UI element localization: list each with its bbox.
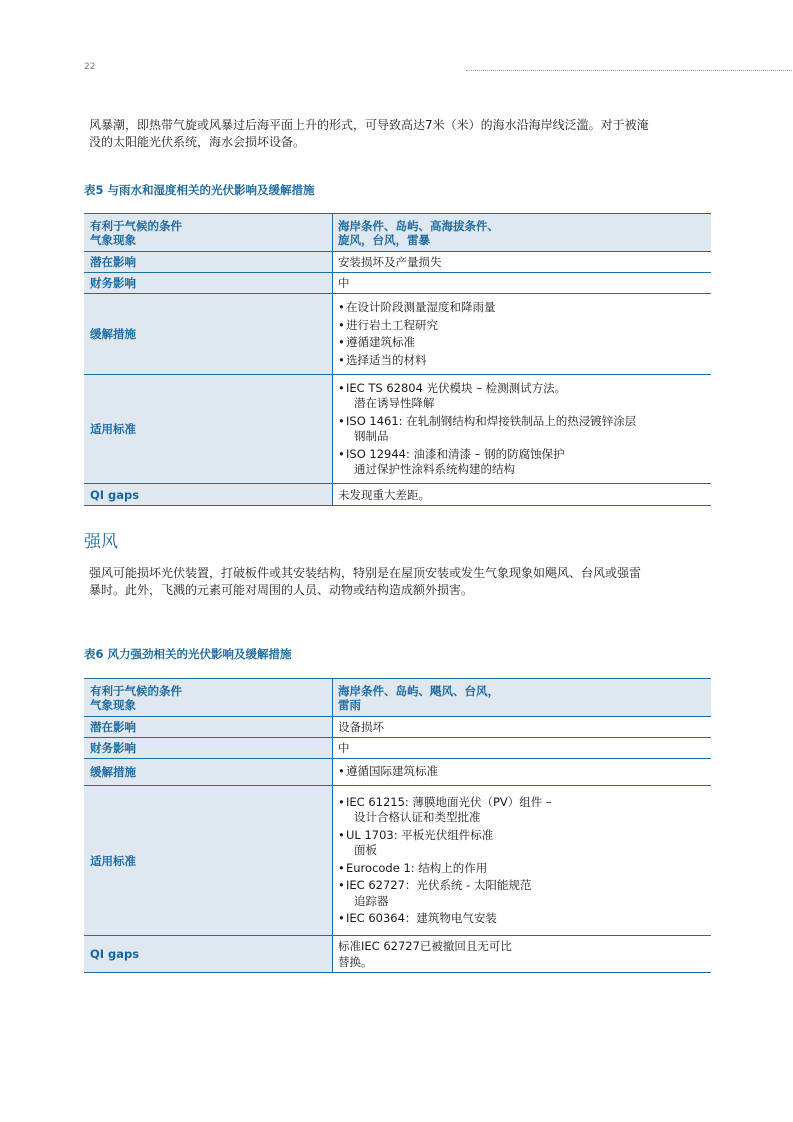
wind-line-2: 暴时。此外，飞溅的元素可能对周围的人员、动物或结构造成额外损害。 <box>89 583 474 597</box>
table6-caption: 表6 风力强劲相关的光伏影响及缓解措施 <box>84 647 292 661</box>
table6-mitigation-row <box>84 759 711 786</box>
wind-paragraph <box>89 565 714 599</box>
list-item <box>338 414 706 445</box>
item-line: 追踪器 <box>354 893 389 908</box>
table6 <box>84 678 711 973</box>
item-line: • ISO 12944: 油漆和清漆 – 钢的防腐蚀保护 <box>346 446 565 461</box>
item-line: • IEC 60364：建筑物电气安装 <box>346 911 497 925</box>
section-heading-wind: 强风 <box>84 532 118 552</box>
gaps-line-1: 标准IEC 62727已被撤回且无可比 <box>338 939 512 953</box>
row-value <box>333 759 712 786</box>
header-value-line-2: 雷雨 <box>338 697 361 712</box>
table5-standards-row <box>84 375 711 484</box>
row-value <box>333 375 712 484</box>
row-value: 中 <box>333 738 712 759</box>
row-value <box>333 294 712 375</box>
table6-header-value <box>333 679 712 717</box>
list-item <box>338 795 706 826</box>
row-value: 设备损坏 <box>333 717 712 738</box>
list-item: • 遵循建筑标准 <box>338 335 706 351</box>
list-item <box>338 911 706 927</box>
intro-paragraph <box>89 117 714 151</box>
table5-header-label <box>84 214 333 252</box>
row-label: 潜在影响 <box>84 717 333 738</box>
item-line: • IEC 61215: 薄膜地面光伏（PV）组件 – <box>346 794 552 809</box>
list-item: • 选择适当的材料 <box>338 353 706 369</box>
intro-line-2: 没的太阳能光伏系统，海水会损坏设备。 <box>89 135 306 149</box>
table6-standards-row <box>84 786 711 936</box>
item-line: • IEC TS 62804 光伏模块 – 检测测试方法。 <box>346 380 567 395</box>
item-line: 设计合格认证和类型批准 <box>354 810 481 824</box>
header-rule <box>466 70 792 71</box>
table5-mitigation-row <box>84 294 711 375</box>
wind-line-1: 强风可能损坏光伏装置，打破板件或其安装结构，特别是在屋顶安装或发生气象现象如飓风、台风或强雷 <box>89 566 642 580</box>
intro-line-1: 风暴潮，即热带气旋或风暴过后海平面上升的形式，可导致高达7米（米）的海水沿海岸线泛滥。对于被淹 <box>89 118 649 132</box>
row-label: QI gaps <box>84 484 333 506</box>
table5-impact-row <box>84 252 711 273</box>
table6-gaps-row <box>84 936 711 973</box>
row-label: 缓解措施 <box>84 294 333 375</box>
row-label: 缓解措施 <box>84 759 333 786</box>
row-label: 财务影响 <box>84 273 333 294</box>
row-value: 中 <box>333 273 712 294</box>
row-value <box>333 936 712 973</box>
list-item <box>338 861 706 877</box>
table5-header-row <box>84 214 711 252</box>
gaps-line-2: 替换。 <box>338 955 373 969</box>
item-line: • Eurocode 1: 结构上的作用 <box>346 860 488 875</box>
header-label-line-1: 有利于气候的条件 <box>90 683 182 698</box>
table5-header-value <box>333 214 712 252</box>
item-line: • UL 1703: 平板光伏组件标准 <box>346 827 494 842</box>
table6-header-row <box>84 679 711 717</box>
list-item <box>338 381 706 412</box>
list-item <box>338 828 706 859</box>
item-line: 潜在诱导性降解 <box>354 396 435 410</box>
row-label: QI gaps <box>84 936 333 973</box>
row-label: 适用标准 <box>84 786 333 936</box>
header-value-line-1: 海岸条件、岛屿、飓风、台风， <box>338 683 499 698</box>
table5-gaps-row <box>84 484 711 506</box>
row-label: 适用标准 <box>84 375 333 484</box>
table5-caption: 表5 与雨水和湿度相关的光伏影响及缓解措施 <box>84 183 315 197</box>
list-item: • 进行岩土工程研究 <box>338 318 706 334</box>
table6-finance-row <box>84 738 711 759</box>
item-line: • IEC 62727：光伏系统 - 太阳能规范 <box>346 878 532 892</box>
table6-header-label <box>84 679 333 717</box>
list-item <box>338 447 706 478</box>
item-line: 通过保护性涂料系统构建的结构 <box>354 462 515 476</box>
list-item: • 遵循国际建筑标准 <box>338 764 706 780</box>
header-label-line-2: 气象现象 <box>90 232 136 247</box>
row-value <box>333 786 712 936</box>
list-item <box>338 878 706 909</box>
header-value-line-1: 海岸条件、岛屿、高海拔条件、 <box>338 218 499 233</box>
item-line: 面板 <box>354 843 377 857</box>
table5-finance-row <box>84 273 711 294</box>
page-number: 22 <box>84 62 96 72</box>
row-label: 潜在影响 <box>84 252 333 273</box>
header-label-line-1: 有利于气候的条件 <box>90 218 182 233</box>
row-value: 未发现重大差距。 <box>333 484 712 506</box>
table6-impact-row <box>84 717 711 738</box>
item-line: • ISO 1461: 在轧制钢结构和焊接铁制品上的热浸镀锌涂层 <box>346 413 637 428</box>
header-value-line-2: 旋风，台风，雷暴 <box>338 232 430 247</box>
row-value: 安装损坏及产量损失 <box>333 252 712 273</box>
row-label: 财务影响 <box>84 738 333 759</box>
header-label-line-2: 气象现象 <box>90 697 136 712</box>
table5 <box>84 213 711 506</box>
item-line: 钢制品 <box>354 429 389 443</box>
list-item: • 在设计阶段测量湿度和降雨量 <box>338 300 706 316</box>
